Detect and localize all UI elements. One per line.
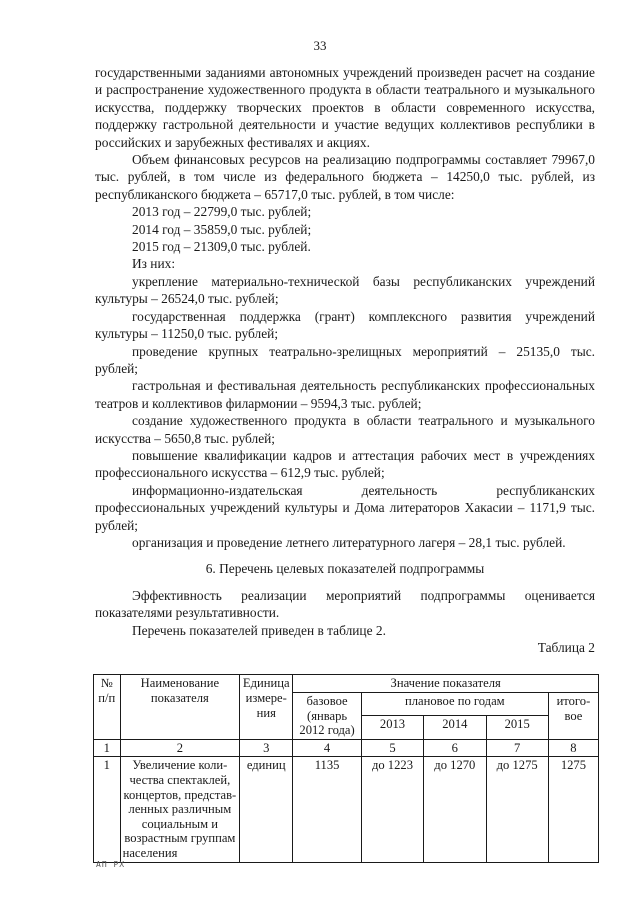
cell-2013: до 1223 [361, 757, 423, 862]
cell-base: 1135 [293, 757, 361, 862]
header-name: Наименование показателя [120, 675, 240, 739]
paragraph: 2013 год – 22799,0 тыс. рублей; [132, 204, 312, 220]
header-base: базовое (январь 2012 года) [293, 693, 361, 740]
paragraph: Объем финансовых ресурсов на реализацию подпрограммы составляет 79967,0 тыс. рублей, в том числе из федерального бюджета – 14250,0 тыс. рублей, из республиканского бюджета – 65717,0 тыс. рублей, в том числе: [95, 152, 595, 202]
column-number: 1 [94, 739, 121, 757]
header-unit: Единица измере-ния [240, 675, 293, 739]
column-number: 5 [361, 739, 423, 757]
paragraph: информационно-издательская деятельность республиканских профессиональных учреждений культуры и Дома литераторов Хакасии – 1171,9 тыс. рублей; [95, 482, 595, 533]
paragraph: проведение крупных театрально-зрелищных мероприятий – 25135,0 тыс. рублей; [95, 343, 595, 376]
column-number: 3 [240, 739, 293, 757]
table-row [94, 757, 599, 862]
column-number: 7 [486, 739, 548, 757]
paragraph: укрепление материально-технической базы республиканских учреждений культуры – 26524,0 тыс. рублей; [95, 273, 595, 307]
cell-2014: до 1270 [424, 757, 486, 862]
table-column-numbers-row [94, 739, 599, 757]
header-year: 2015 [486, 716, 548, 739]
cell-name: Увеличение коли-чества спектаклей, концертов, представ-ленных различным социальным и возрастным группам населения [120, 757, 240, 862]
paragraph: государственная поддержка (грант) комплексного развития учреждений культуры – 11250,0 тыс. рублей; [95, 308, 595, 342]
paragraph: гастрольная и фестивальная деятельность республиканских профессиональных театров и коллективов филармонии – 9594,3 тыс. рублей; [95, 378, 595, 411]
paragraph: 2015 год – 21309,0 тыс. рублей. [132, 239, 311, 255]
paragraph: Эффективность реализации мероприятий подпрограммы оценивается показателями результативности. [95, 587, 595, 621]
paragraph: 2014 год – 35859,0 тыс. рублей; [132, 221, 312, 237]
table-header-row [94, 675, 599, 693]
paragraph: создание художественного продукта в области театрального и музыкального искусства – 5650,8 тыс. рублей; [95, 413, 595, 446]
section-heading: 6. Перечень целевых показателей подпрограммы [205, 561, 485, 577]
paragraph: организация и проведение летнего литературного лагеря – 28,1 тыс. рублей. [132, 534, 566, 550]
footer-mark: АП РХ [96, 860, 126, 869]
cell-unit: единиц [240, 757, 293, 862]
paragraph: Перечень показателей приведен в таблице 2. [132, 622, 386, 638]
column-number: 4 [293, 739, 361, 757]
paragraph: повышение квалификации кадров и аттестация рабочих мест в учреждениях профессионального искусства – 612,9 тыс. рублей; [95, 447, 595, 481]
spacer [95, 578, 595, 587]
column-number: 6 [424, 739, 486, 757]
header-planned-group: плановое по годам [361, 693, 548, 716]
column-number: 8 [548, 739, 598, 757]
cell-2015: до 1275 [486, 757, 548, 862]
cell-total: 1275 [548, 757, 598, 862]
indicators-table [93, 674, 599, 862]
spacer [95, 656, 595, 674]
paragraph: государственными заданиями автономных учреждений произведен расчет на создание и распространение художественного продукта в области театрального и музыкального искусства, поддержку творческих проектов в области современного искусства, поддержку гастрольной деятельности и участие ведущих коллективов республики в российских и зарубежных фестивалях и акциях. [95, 65, 595, 150]
document-body [95, 64, 595, 863]
header-no: № п/п [94, 675, 121, 739]
header-year: 2013 [361, 716, 423, 739]
spacer [95, 551, 595, 560]
cell-no: 1 [94, 757, 121, 862]
page-number: 33 [313, 38, 327, 53]
column-number: 2 [120, 739, 240, 757]
paragraph: Из них: [132, 256, 176, 272]
table-caption: Таблица 2 [537, 640, 595, 655]
header-total: итого-вое [548, 693, 598, 740]
header-year: 2014 [424, 716, 486, 739]
header-value-group: Значение показателя [293, 675, 599, 693]
